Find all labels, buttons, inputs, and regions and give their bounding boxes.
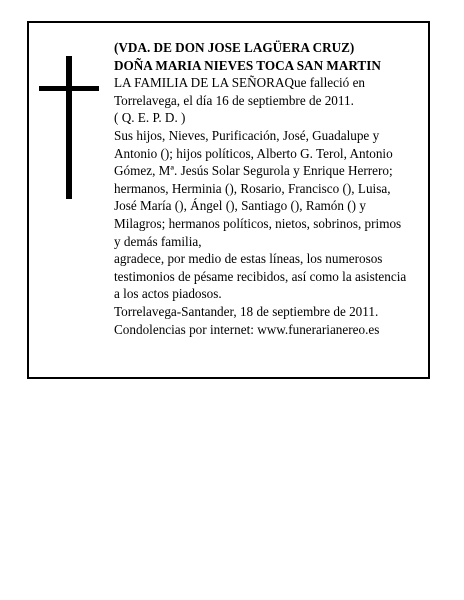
body-line: hermanos, Herminia (), Rosario, Francisco (), Luisa, [114,180,391,196]
body-line: a los actos piadosos. [114,286,222,302]
body-line: Torrelavega, el día 16 de septiembre de 2011. [114,92,354,108]
body-line: ( Q. E. P. D. ) [114,110,186,126]
body-line: agradece, por medio de estas líneas, los numerosos [114,251,383,267]
body-line: testimonios de pésame recibidos, así como la asistencia [114,268,407,284]
body-line: LA FAMILIA DE LA SEÑORAQue falleció en [114,75,366,91]
cross-icon-horizontal [39,86,99,91]
notice-text [114,39,424,338]
body-line: Torrelavega-Santander, 18 de septiembre de 2011. [114,303,379,319]
body-line: Milagros; hermanos políticos, nietos, sobrinos, primos [114,215,402,231]
header-line-2: DOÑA MARIA NIEVES TOCA SAN MARTIN [114,57,381,73]
body-line: Sus hijos, Nieves, Purificación, José, Guadalupe y [114,127,380,143]
body-line: y demás familia, [114,233,202,249]
obituary-notice [27,21,430,379]
cross-icon-vertical [66,56,72,199]
body-line: José María (), Ángel (), Santiago (), Ramón () y [114,198,366,214]
body-line: Antonio (); hijos políticos, Alberto G. Terol, Antonio [114,145,393,161]
body-line: Gómez, Mª. Jesús Solar Segurola y Enrique Herrero; [114,163,393,179]
body-line: Condolencias por internet: www.funerarianereo.es [114,321,380,337]
header-line-1: (VDA. DE DON JOSE LAGÜERA CRUZ) [114,40,355,55]
